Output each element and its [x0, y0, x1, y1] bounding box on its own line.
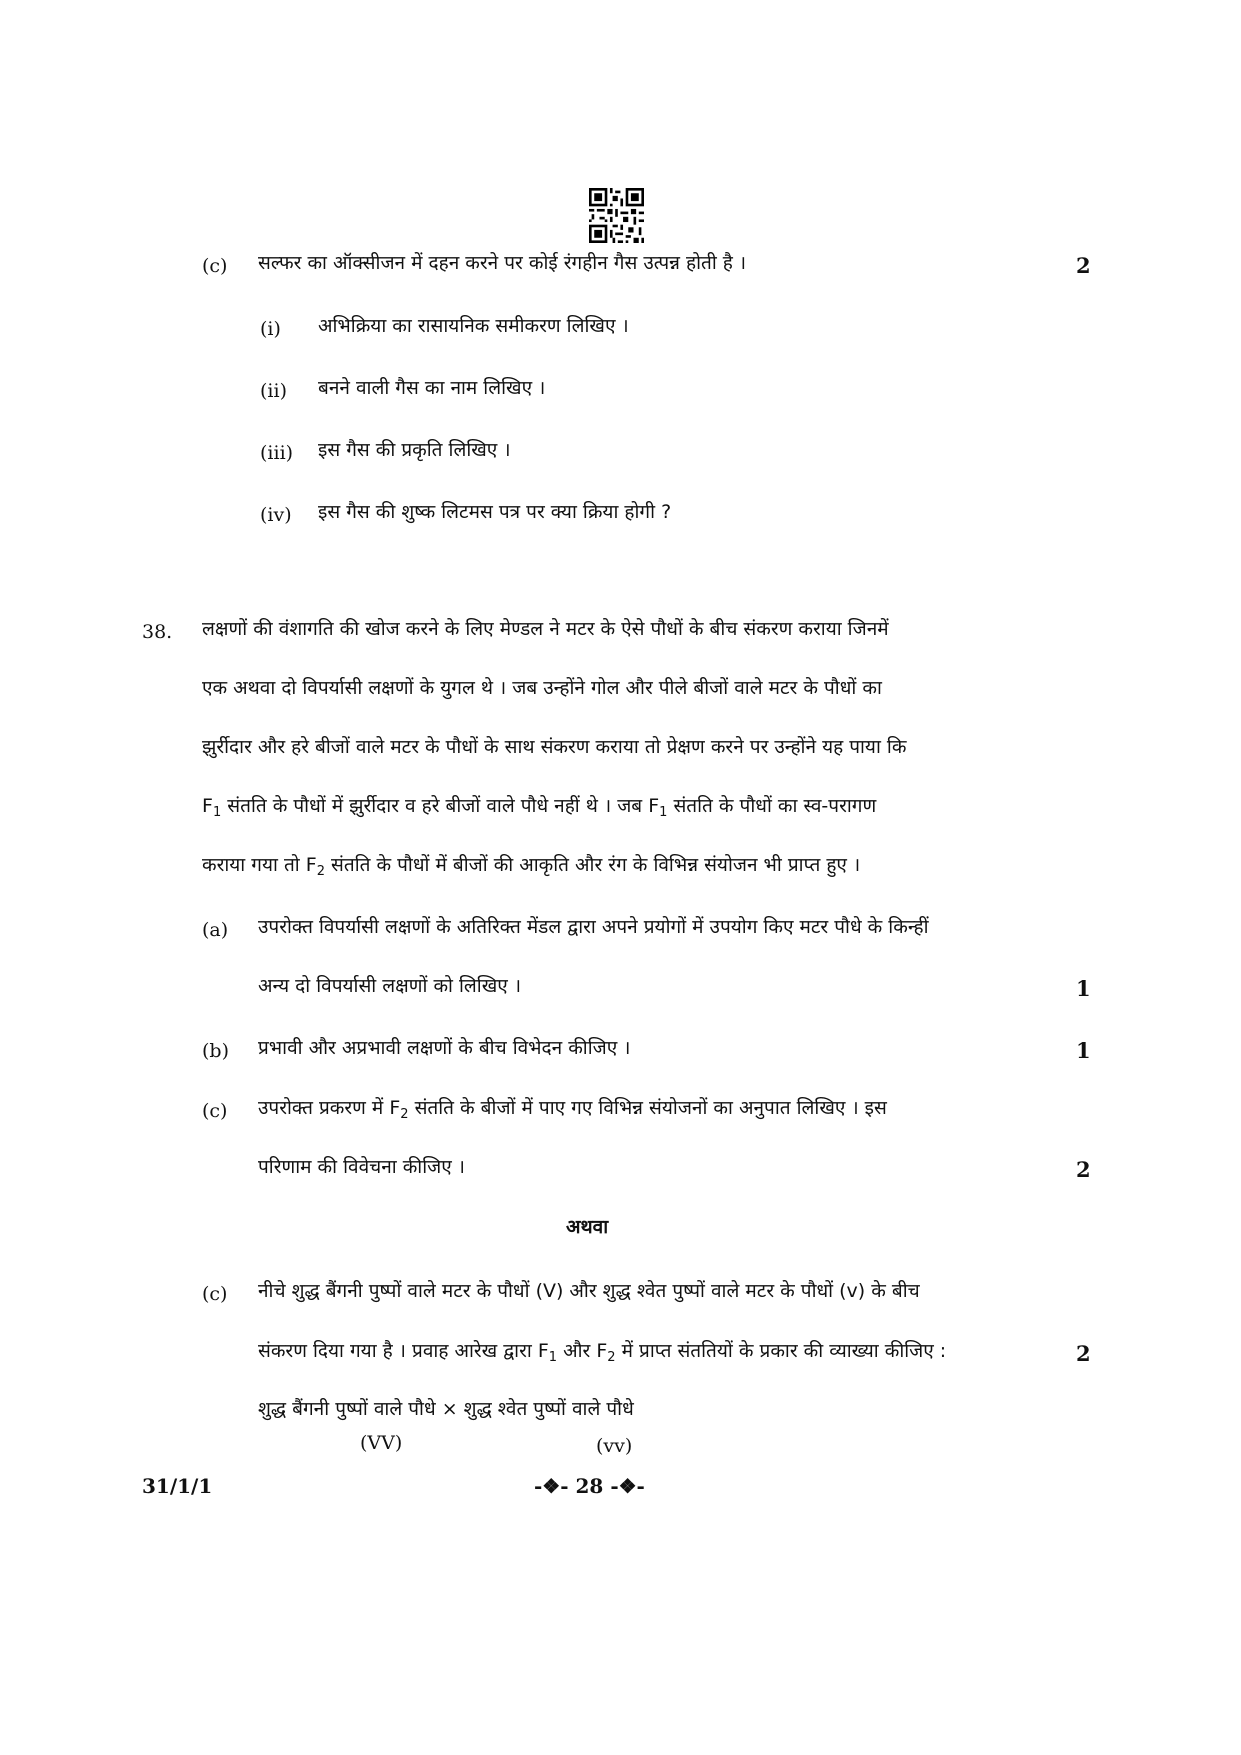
cross-statement: शुद्ध बैंगनी पुष्पों वाले पौधे × शुद्ध श्वेत पुष्पों वाले पौधे [258, 1398, 634, 1420]
f-symbol: F [596, 1340, 608, 1362]
q38-line-4-end: संतति के पौधों का स्व-परागण [673, 795, 877, 817]
genotype-vv-dominant: (VV) [360, 1432, 403, 1454]
q37c-ii-label: (ii) [260, 380, 287, 402]
q37c-iii-label: (iii) [260, 442, 294, 464]
q37c-i-label: (i) [260, 318, 281, 340]
q38-number: 38. [142, 621, 173, 643]
q38-line-3: झुर्रीदार और हरे बीजों वाले मटर के पौधों के साथ संकरण कराया तो प्रेक्षण करने पर उन्होंने यह पाया कि [202, 736, 907, 758]
conjunction: और [563, 1340, 591, 1362]
q38b-label: (b) [202, 1040, 229, 1062]
f-subscript: 2 [607, 1350, 616, 1365]
q38c-line-2: परिणाम की विवेचना कीजिए । [258, 1156, 465, 1178]
q38c-alt-line-2 [258, 1340, 947, 1365]
q38b-text: प्रभावी और अप्रभावी लक्षणों के बीच विभेदन कीजिए । [258, 1037, 631, 1059]
f-symbol: F [648, 795, 660, 817]
q37c-ii-text: बनने वाली गैस का नाम लिखिए । [318, 377, 546, 399]
q37c-iv-label: (iv) [260, 504, 292, 526]
q37c-marks: 2 [1076, 253, 1091, 278]
q38c-line-1-start: उपरोक्त प्रकरण में [258, 1097, 384, 1119]
q37c-iv-text: इस गैस की शुष्क लिटमस पत्र पर क्या क्रिया होगी ? [318, 501, 672, 523]
q38c-label: (c) [202, 1100, 228, 1122]
q38-line-2: एक अथवा दो विपर्यासी लक्षणों के युगल थे । जब उन्होंने गोल और पीले बीजों वाले मटर के पौधों का [202, 677, 882, 699]
f-subscript: 1 [212, 805, 222, 820]
q38b-marks: 1 [1076, 1038, 1091, 1063]
q38-line-5-end: संतति के पौधों में बीजों की आकृति और रंग के विभिन्न संयोजन भी प्राप्त हुए । [331, 854, 861, 876]
q38c-alt-line-2-end: में प्राप्त संततियों के प्रकार की व्याख्या कीजिए : [621, 1340, 947, 1362]
q38c-alt-line-1: नीचे शुद्ध बैंगनी पुष्पों वाले मटर के पौधों (V) और शुद्ध श्वेत पुष्पों वाले मटर के पौधों (v) के बीच [258, 1280, 920, 1302]
q38-line-1: लक्षणों की वंशागति की खोज करने के लिए मेण्डल ने मटर के ऐसे पौधों के बीच संकरण कराया जिनमें [202, 618, 889, 640]
q38-line-5-start: कराया गया तो [202, 854, 300, 876]
f-subscript: 2 [400, 1107, 409, 1122]
page-deco-right: -❖- [610, 1474, 645, 1498]
q38c-alt-line-2-start: संकरण दिया गया है । प्रवाह आरेख द्वारा [258, 1340, 532, 1362]
q37c-text: सल्फर का ऑक्सीजन में दहन करने पर कोई रंगहीन गैस उत्पन्न होती है । [258, 252, 747, 274]
q38a-label: (a) [202, 919, 229, 941]
page-number-value: 28 [575, 1474, 604, 1498]
q38-line-4-mid: संतति के पौधों में झुर्रीदार व हरे बीजों वाले पौधे नहीं थे । जब [227, 795, 643, 817]
q38a-line-2: अन्य दो विपर्यासी लक्षणों को लिखिए । [258, 975, 522, 997]
f-subscript: 1 [659, 805, 668, 820]
q38a-marks: 1 [1076, 976, 1091, 1001]
qr-code [589, 188, 644, 243]
q38-line-5 [202, 854, 861, 879]
f-subscript: 2 [316, 864, 325, 879]
q37c-iii-text: इस गैस की प्रकृति लिखिए । [318, 439, 511, 461]
f-symbol: F [305, 854, 317, 876]
q37c-label: (c) [202, 255, 228, 277]
q37c-i-text: अभिक्रिया का रासायनिक समीकरण लिखिए । [318, 315, 629, 337]
f-symbol: F [537, 1340, 549, 1362]
page-number [534, 1474, 645, 1498]
q38c-line-1 [258, 1097, 887, 1122]
f-symbol: F [202, 795, 213, 817]
f-symbol: F [389, 1097, 401, 1119]
paper-code: 31/1/1 [142, 1474, 213, 1498]
genotype-vv-recessive: (vv) [596, 1435, 633, 1457]
f-subscript: 1 [548, 1350, 558, 1365]
or-heading: अथवा [566, 1216, 609, 1238]
q38a-line-1: उपरोक्त विपर्यासी लक्षणों के अतिरिक्त मेंडल द्वारा अपने प्रयोगों में उपयोग किए मटर पौधे के किन्हीं [258, 916, 929, 938]
page-deco-left: -❖- [534, 1474, 569, 1498]
q38c-alt-label: (c) [202, 1283, 228, 1305]
q38c-line-1-end: संतति के बीजों में पाए गए विभिन्न संयोजनों का अनुपात लिखिए । इस [414, 1097, 887, 1119]
q38-line-4 [202, 795, 877, 820]
q38c-marks: 2 [1076, 1157, 1091, 1182]
q38c-alt-marks: 2 [1076, 1341, 1091, 1366]
